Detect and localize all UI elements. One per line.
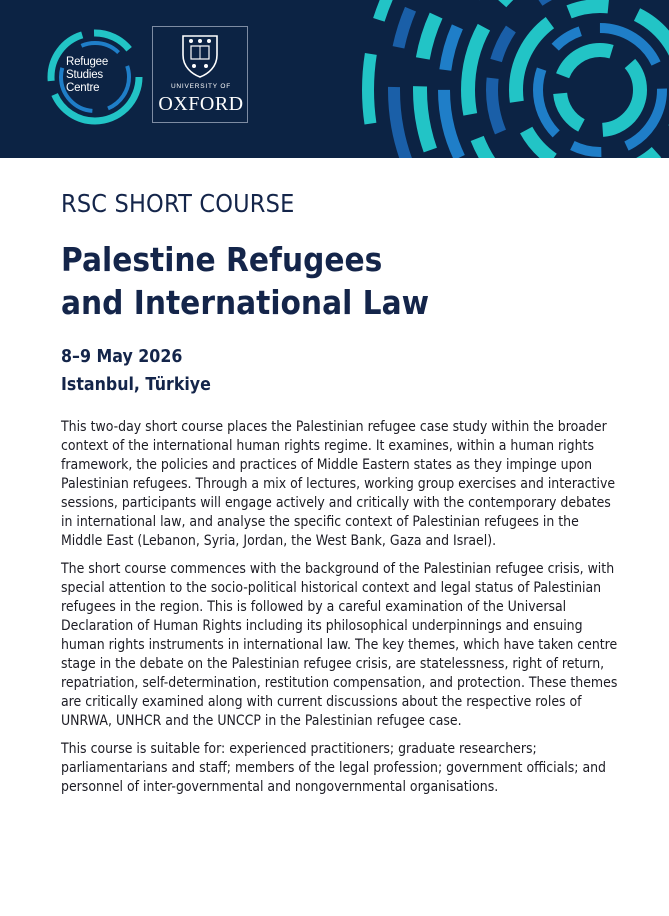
rsc-logo-text xyxy=(66,56,136,95)
course-title-line: Palestine Refugees xyxy=(61,240,383,279)
course-title-line: and International Law xyxy=(61,283,430,322)
description-paragraph: This two-day short course places the Palestinian refugee case study within the broader context of the international human rights regime. It examines, within a human rights framework, the policies and practices of Middle Eastern states as they impinge upon Palestinian refugees. Through a mix of lectures, working group exercises and interactive sessions, participants will engage actively and critically with the contemporary debates in international law, and analyse the specific context of Palestinian refugees in the Middle East (Lebanon, Syria, Jordan, the West Bank, Gaza and Israel). xyxy=(61,419,616,549)
rsc-logo-line: Centre xyxy=(66,82,100,94)
rsc-logo-line: Refugee xyxy=(66,56,109,68)
university-of-label: UNIVERSITY OF xyxy=(170,83,232,90)
course-description xyxy=(61,418,618,806)
header-banner xyxy=(0,0,669,158)
course-date: 8–9 May 2026 xyxy=(61,346,183,367)
course-meta xyxy=(61,343,211,399)
rsc-logo-line: Studies xyxy=(66,69,103,81)
oxford-wordmark: OXFORD xyxy=(158,93,244,115)
description-paragraph: This course is suitable for: experienced practitioners; graduate researchers; parliamentarians and staff; members of the legal profession; government officials; and personnel of inter-governmental and nongovernmental organisations. xyxy=(61,741,607,795)
course-kicker: RSC SHORT COURSE xyxy=(61,189,295,218)
oxford-crest-icon xyxy=(180,33,220,79)
oxford-logo xyxy=(152,26,248,123)
course-title xyxy=(61,238,429,324)
description-paragraph: The short course commences with the background of the Palestinian refugee crisis, with special attention to the socio-political historical context and legal status of Palestinian refugees in the region. This is followed by a careful examination of the Universal Declaration of Human Rights including its philosophical underpinnings and ensuing human rights instruments in international law. The key themes, which have taken centre stage in the debate on the Palestinian refugee crisis, are statelessness, right of return, repatriation, self-determination, restitution compensation, and protection. These themes are critically examined along with current discussions about the respective roles of UNRWA, UNHCR and the UNCCP in the Palestinian refugee case. xyxy=(61,561,618,729)
course-location: Istanbul, Türkiye xyxy=(61,374,211,395)
